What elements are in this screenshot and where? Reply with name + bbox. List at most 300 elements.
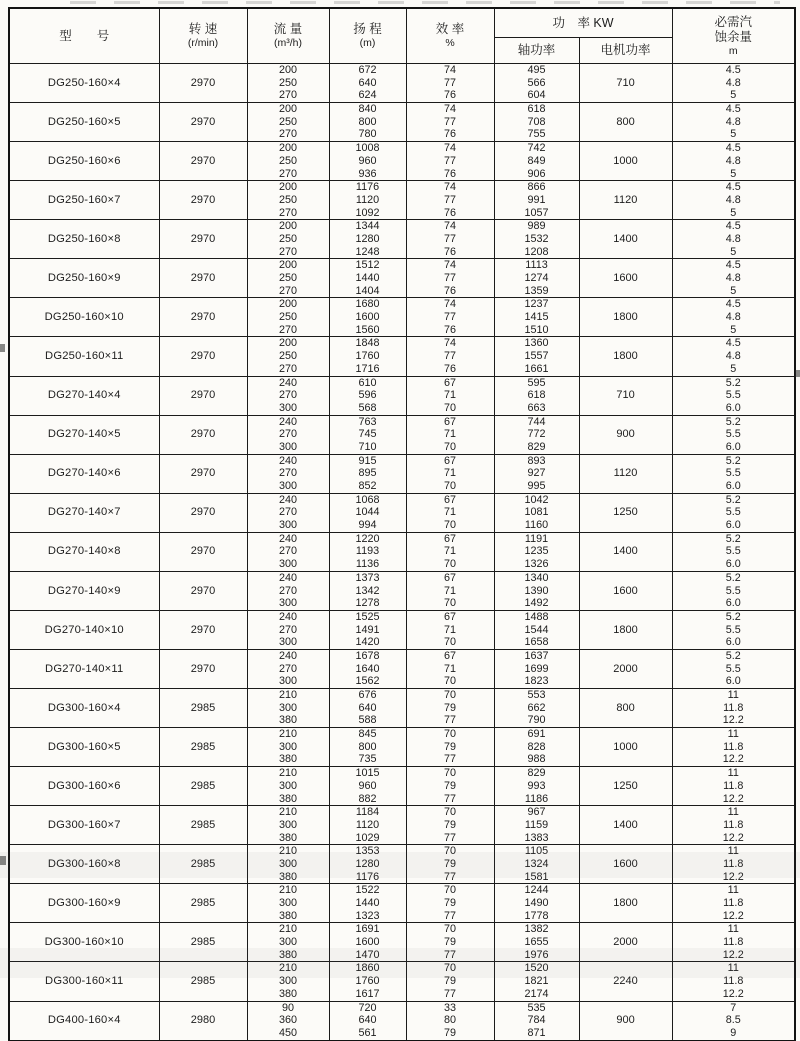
motor-power-cell: 1250 <box>579 493 672 532</box>
value-line: 4.8 <box>725 272 741 284</box>
efficiency-cell <box>406 298 494 337</box>
value-line: 936 <box>358 167 377 180</box>
value-line: 300 <box>278 401 297 414</box>
table-header <box>9 8 795 64</box>
value-line: 1042 <box>524 493 549 506</box>
value-line: 1440 <box>355 272 380 284</box>
value-line: 70 <box>443 728 456 741</box>
table-row <box>9 1001 795 1041</box>
value-line: 618 <box>527 389 546 402</box>
value-line: 77 <box>443 311 456 324</box>
value-line: 250 <box>278 311 297 324</box>
value-line: 5.5 <box>725 584 741 597</box>
value-line: 11 <box>727 806 739 819</box>
value-line: 610 <box>358 376 377 389</box>
value-line: 1373 <box>355 571 380 584</box>
efficiency-cell <box>406 649 494 688</box>
speed-cell: 2985 <box>159 806 247 845</box>
shaft-power-cell <box>494 923 579 962</box>
value-line: 1491 <box>355 623 380 636</box>
value-line: 74 <box>443 64 456 76</box>
value-line: 800 <box>358 740 377 753</box>
value-line: 270 <box>278 662 297 675</box>
table-row <box>9 610 795 649</box>
value-line: 76 <box>443 362 456 375</box>
col-header-motor-power: 电机功率 <box>579 38 672 64</box>
value-line: 1092 <box>355 206 380 219</box>
value-line: 12.2 <box>722 831 744 844</box>
value-line: 300 <box>278 857 297 870</box>
value-line: 270 <box>278 284 297 297</box>
value-line: 1383 <box>524 831 549 844</box>
efficiency-cell <box>406 103 494 142</box>
model-cell: DG250-160×10 <box>9 298 159 337</box>
head-cell <box>329 376 406 415</box>
speed-cell: 2985 <box>159 689 247 728</box>
efficiency-cell <box>406 142 494 181</box>
value-line: 380 <box>278 831 297 844</box>
npsh-cell <box>672 923 795 962</box>
value-line: 1404 <box>355 284 380 297</box>
value-line: 270 <box>278 389 297 402</box>
shaft-power-cell <box>494 962 579 1001</box>
model-cell: DG300-160×11 <box>9 962 159 1001</box>
npsh-cell <box>672 64 795 103</box>
value-line: 1617 <box>355 987 380 1000</box>
value-line: 6.0 <box>725 675 741 688</box>
value-line: 270 <box>278 167 297 180</box>
motor-power-cell: 2240 <box>579 962 672 1001</box>
motor-power-cell: 1400 <box>579 220 672 259</box>
value-line: 77 <box>443 350 456 363</box>
npsh-cell <box>672 1001 795 1041</box>
value-line: 80 <box>443 1014 456 1027</box>
scan-artifact-top <box>70 1 780 4</box>
value-line: 1280 <box>355 857 380 870</box>
col-header-power-group: 功 率 KW <box>494 8 672 38</box>
value-line: 772 <box>527 428 546 441</box>
head-cell <box>329 767 406 806</box>
value-line: 640 <box>358 1014 377 1027</box>
value-line: 893 <box>527 454 546 467</box>
flow-cell <box>247 142 329 181</box>
flow-cell <box>247 103 329 142</box>
value-line: 1159 <box>524 818 549 831</box>
efficiency-cell <box>406 259 494 298</box>
value-line: 67 <box>443 415 456 428</box>
value-line: 300 <box>278 558 297 571</box>
table-row <box>9 845 795 884</box>
value-line: 77 <box>443 987 456 1000</box>
value-line: 1326 <box>524 558 549 571</box>
value-line: 200 <box>278 337 297 350</box>
npsh-cell <box>672 259 795 298</box>
value-line: 250 <box>278 154 297 167</box>
value-line: 5 <box>730 323 737 336</box>
value-line: 4.8 <box>725 154 741 167</box>
value-line: 849 <box>527 154 546 167</box>
value-line: 250 <box>278 76 297 89</box>
value-line: 240 <box>278 454 297 467</box>
motor-power-cell: 1800 <box>579 298 672 337</box>
value-line: 77 <box>443 232 456 245</box>
efficiency-cell <box>406 532 494 571</box>
value-line: 5.2 <box>725 454 741 467</box>
value-line: 1557 <box>524 350 549 363</box>
col-header-head-unit: (m) <box>359 37 376 49</box>
table-row <box>9 532 795 571</box>
value-line: 77 <box>443 272 456 284</box>
motor-power-cell: 1600 <box>579 845 672 884</box>
value-line: 11.8 <box>723 857 744 870</box>
value-line: 11 <box>727 767 739 780</box>
value-line: 380 <box>278 987 297 1000</box>
value-line: 829 <box>527 440 546 453</box>
speed-cell: 2970 <box>159 142 247 181</box>
value-line: 1323 <box>355 909 380 922</box>
flow-cell <box>247 610 329 649</box>
value-line: 763 <box>358 415 377 428</box>
model-cell: DG250-160×4 <box>9 64 159 103</box>
motor-power-cell: 1120 <box>579 454 672 493</box>
value-line: 79 <box>443 818 456 831</box>
value-line: 11.8 <box>723 818 744 831</box>
value-line: 70 <box>443 884 456 897</box>
efficiency-cell <box>406 845 494 884</box>
col-header-efficiency-unit: % <box>445 37 455 49</box>
value-line: 1193 <box>355 545 380 558</box>
value-line: 1520 <box>524 962 549 975</box>
value-line: 1778 <box>524 909 549 922</box>
value-line: 4.8 <box>725 76 741 89</box>
head-cell <box>329 454 406 493</box>
value-line: 1068 <box>355 493 380 506</box>
col-header-flow-unit: (m³/h) <box>274 37 302 49</box>
value-line: 663 <box>527 401 546 414</box>
npsh-cell <box>672 337 795 376</box>
value-line: 845 <box>358 728 377 741</box>
model-cell: DG250-160×11 <box>9 337 159 376</box>
value-line: 1244 <box>524 884 549 897</box>
col-header-npsh-line1: 必需汽 <box>714 14 753 29</box>
value-line: 200 <box>278 64 297 76</box>
value-line: 70 <box>443 519 456 532</box>
value-line: 79 <box>443 740 456 753</box>
head-cell <box>329 103 406 142</box>
value-line: 67 <box>443 454 456 467</box>
value-line: 6.0 <box>725 480 741 492</box>
value-line: 1699 <box>524 662 549 675</box>
value-line: 200 <box>278 181 297 194</box>
value-line: 1008 <box>355 142 380 155</box>
value-line: 210 <box>278 767 297 780</box>
value-line: 710 <box>358 440 377 453</box>
value-line: 5.5 <box>725 623 741 636</box>
col-header-speed-label: 转 速 <box>188 22 218 36</box>
shaft-power-cell <box>494 571 579 610</box>
speed-cell: 2970 <box>159 376 247 415</box>
table-row <box>9 259 795 298</box>
col-header-speed-unit: (r/min) <box>187 37 219 49</box>
value-line: 70 <box>443 597 456 610</box>
value-line: 200 <box>278 259 297 272</box>
value-line: 1760 <box>355 975 380 988</box>
value-line: 1237 <box>524 298 549 311</box>
value-line: 9 <box>730 1026 737 1039</box>
value-line: 270 <box>278 362 297 375</box>
table-row <box>9 142 795 181</box>
value-line: 270 <box>278 506 297 519</box>
value-line: 1415 <box>524 311 549 324</box>
value-line: 70 <box>443 401 456 414</box>
efficiency-cell <box>406 493 494 532</box>
value-line: 1510 <box>524 323 549 336</box>
flow-cell <box>247 220 329 259</box>
shaft-power-cell <box>494 845 579 884</box>
table-row <box>9 649 795 688</box>
flow-cell <box>247 806 329 845</box>
npsh-cell <box>672 103 795 142</box>
model-cell: DG270-140×5 <box>9 415 159 454</box>
value-line: 300 <box>278 440 297 453</box>
value-line: 71 <box>443 467 456 480</box>
value-line: 1976 <box>524 948 549 961</box>
flow-cell <box>247 884 329 923</box>
table-row <box>9 103 795 142</box>
value-line: 5 <box>730 245 737 258</box>
flow-cell <box>247 298 329 337</box>
col-header-npsh-line2: 蚀余量 <box>714 29 753 44</box>
model-cell: DG300-160×6 <box>9 767 159 806</box>
value-line: 210 <box>278 884 297 897</box>
value-line: 71 <box>443 506 456 519</box>
motor-power-cell: 710 <box>579 64 672 103</box>
value-line: 5 <box>730 128 737 141</box>
value-line: 77 <box>443 115 456 128</box>
value-line: 71 <box>443 389 456 402</box>
value-line: 77 <box>443 948 456 961</box>
efficiency-cell <box>406 962 494 1001</box>
value-line: 76 <box>443 128 456 141</box>
value-line: 1081 <box>524 506 549 519</box>
table-body <box>9 64 795 1041</box>
value-line: 33 <box>443 1001 456 1014</box>
value-line: 11 <box>727 728 739 741</box>
model-cell: DG250-160×7 <box>9 181 159 220</box>
value-line: 1105 <box>524 845 549 858</box>
value-line: 800 <box>358 115 377 128</box>
head-cell <box>329 298 406 337</box>
value-line: 993 <box>527 779 546 792</box>
value-line: 250 <box>278 232 297 245</box>
value-line: 200 <box>278 298 297 311</box>
value-line: 604 <box>527 89 546 102</box>
model-cell: DG300-160×8 <box>9 845 159 884</box>
model-cell: DG250-160×6 <box>9 142 159 181</box>
speed-cell: 2970 <box>159 493 247 532</box>
value-line: 2174 <box>524 987 549 1000</box>
value-line: 240 <box>278 649 297 662</box>
shaft-power-cell <box>494 649 579 688</box>
value-line: 640 <box>358 701 377 714</box>
value-line: 1382 <box>524 923 549 936</box>
table-row <box>9 415 795 454</box>
head-cell <box>329 571 406 610</box>
value-line: 380 <box>278 753 297 766</box>
value-line: 866 <box>527 181 546 194</box>
table-row <box>9 220 795 259</box>
value-line: 71 <box>443 584 456 597</box>
value-line: 240 <box>278 493 297 506</box>
value-line: 240 <box>278 376 297 389</box>
motor-power-cell: 2000 <box>579 649 672 688</box>
head-cell <box>329 181 406 220</box>
value-line: 566 <box>527 76 546 89</box>
value-line: 77 <box>443 193 456 206</box>
table-row <box>9 806 795 845</box>
model-cell: DG300-160×9 <box>9 884 159 923</box>
value-line: 70 <box>443 440 456 453</box>
motor-power-cell: 1800 <box>579 337 672 376</box>
value-line: 210 <box>278 728 297 741</box>
speed-cell: 2970 <box>159 259 247 298</box>
value-line: 927 <box>527 467 546 480</box>
flow-cell <box>247 64 329 103</box>
col-header-efficiency-label: 效 率 <box>435 22 465 36</box>
value-line: 1160 <box>524 519 549 532</box>
value-line: 380 <box>278 948 297 961</box>
shaft-power-cell <box>494 493 579 532</box>
value-line: 380 <box>278 792 297 805</box>
motor-power-cell: 1400 <box>579 806 672 845</box>
value-line: 76 <box>443 284 456 297</box>
value-line: 67 <box>443 376 456 389</box>
head-cell <box>329 962 406 1001</box>
value-line: 74 <box>443 337 456 350</box>
npsh-cell <box>672 376 795 415</box>
value-line: 1344 <box>355 220 380 233</box>
value-line: 300 <box>278 701 297 714</box>
head-cell <box>329 64 406 103</box>
value-line: 1235 <box>524 545 549 558</box>
table-row <box>9 728 795 767</box>
value-line: 4.8 <box>725 311 741 324</box>
value-line: 495 <box>527 64 546 76</box>
model-cell: DG270-140×8 <box>9 532 159 571</box>
value-line: 676 <box>358 689 377 701</box>
shaft-power-cell <box>494 298 579 337</box>
value-line: 11 <box>727 884 739 897</box>
value-line: 300 <box>278 936 297 949</box>
flow-cell <box>247 1001 329 1041</box>
value-line: 270 <box>278 323 297 336</box>
value-line: 77 <box>443 154 456 167</box>
value-line: 1600 <box>355 936 380 949</box>
value-line: 270 <box>278 545 297 558</box>
value-line: 210 <box>278 689 297 701</box>
value-line: 12.2 <box>722 948 744 961</box>
value-line: 1176 <box>355 181 380 194</box>
value-line: 300 <box>278 740 297 753</box>
value-line: 300 <box>278 975 297 988</box>
value-line: 300 <box>278 818 297 831</box>
value-line: 755 <box>527 128 546 141</box>
npsh-cell <box>672 962 795 1001</box>
npsh-cell <box>672 571 795 610</box>
value-line: 960 <box>358 779 377 792</box>
value-line: 5.2 <box>725 376 741 389</box>
value-line: 300 <box>278 636 297 649</box>
value-line: 4.5 <box>725 337 741 350</box>
value-line: 967 <box>527 806 546 819</box>
speed-cell: 2970 <box>159 415 247 454</box>
value-line: 300 <box>278 675 297 688</box>
col-header-speed <box>159 8 247 64</box>
npsh-cell <box>672 415 795 454</box>
value-line: 1823 <box>524 675 549 688</box>
value-line: 988 <box>527 753 546 766</box>
speed-cell: 2970 <box>159 337 247 376</box>
value-line: 67 <box>443 649 456 662</box>
value-line: 250 <box>278 115 297 128</box>
speed-cell: 2970 <box>159 571 247 610</box>
value-line: 1278 <box>355 597 380 610</box>
value-line: 1760 <box>355 350 380 363</box>
value-line: 74 <box>443 181 456 194</box>
head-cell <box>329 532 406 571</box>
table-row <box>9 181 795 220</box>
value-line: 12.2 <box>722 909 744 922</box>
npsh-cell <box>672 532 795 571</box>
value-line: 71 <box>443 545 456 558</box>
value-line: 1248 <box>355 245 380 258</box>
value-line: 6.0 <box>725 597 741 610</box>
table-row <box>9 298 795 337</box>
scan-artifact-mark <box>0 856 6 865</box>
value-line: 4.8 <box>725 350 741 363</box>
value-line: 4.8 <box>725 115 741 128</box>
value-line: 77 <box>443 753 456 766</box>
value-line: 67 <box>443 493 456 506</box>
table-row <box>9 767 795 806</box>
model-cell: DG270-140×6 <box>9 454 159 493</box>
shaft-power-cell <box>494 181 579 220</box>
value-line: 11.8 <box>723 701 744 714</box>
speed-cell: 2985 <box>159 767 247 806</box>
model-cell: DG400-160×4 <box>9 1001 159 1041</box>
value-line: 270 <box>278 245 297 258</box>
model-cell: DG250-160×8 <box>9 220 159 259</box>
efficiency-cell <box>406 767 494 806</box>
value-line: 1691 <box>355 923 380 936</box>
npsh-cell <box>672 649 795 688</box>
value-line: 1680 <box>355 298 380 311</box>
value-line: 210 <box>278 923 297 936</box>
value-line: 1655 <box>524 936 549 949</box>
value-line: 250 <box>278 350 297 363</box>
value-line: 71 <box>443 623 456 636</box>
value-line: 672 <box>358 64 377 76</box>
efficiency-cell <box>406 64 494 103</box>
speed-cell: 2970 <box>159 298 247 337</box>
value-line: 11.8 <box>723 740 744 753</box>
value-line: 1176 <box>355 870 380 883</box>
value-line: 1470 <box>355 948 380 961</box>
efficiency-cell <box>406 1001 494 1041</box>
model-cell: DG270-140×11 <box>9 649 159 688</box>
efficiency-cell <box>406 806 494 845</box>
model-cell: DG250-160×9 <box>9 259 159 298</box>
